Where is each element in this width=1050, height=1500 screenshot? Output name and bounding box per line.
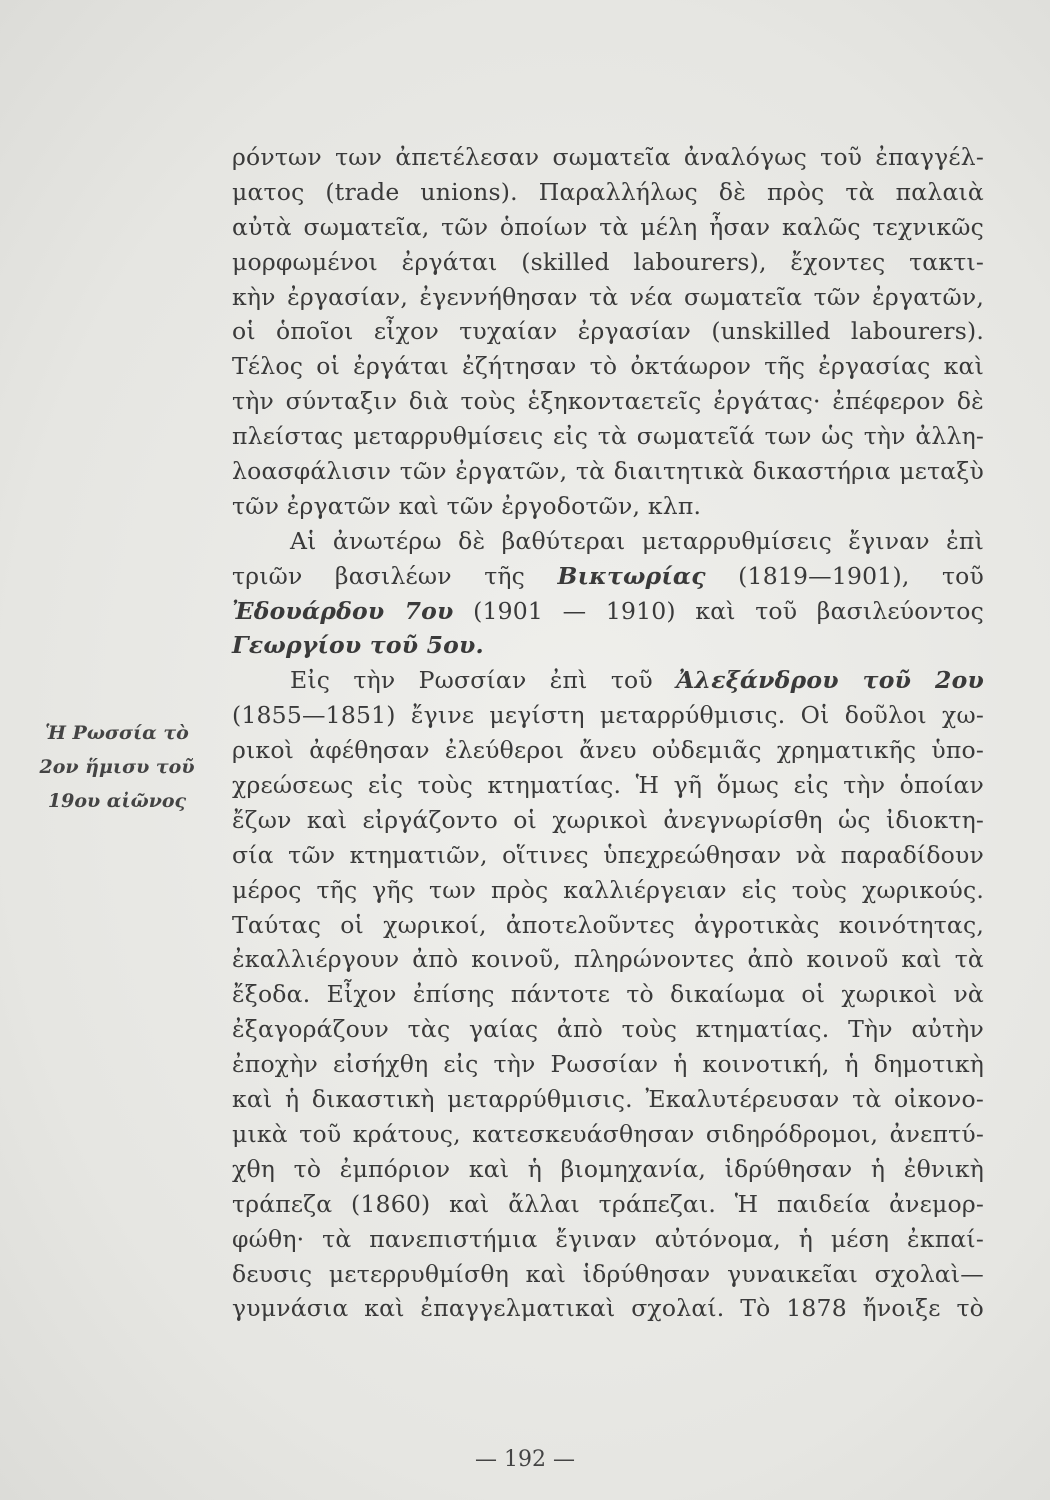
text-segment: καὶ ἡ δικαστικὴ μεταρρύθμισις. Ἐκαλυτέρευσαν τὰ οἰκονο-: [232, 1085, 984, 1114]
emphasized-name: Βικτωρίας: [557, 561, 706, 590]
text-line: [232, 140, 984, 175]
text-line: [232, 942, 984, 977]
text-line: [232, 210, 984, 245]
text-line: [232, 908, 984, 943]
text-line: [232, 1222, 984, 1257]
margin-note-line: Ἡ Ρωσσία τὸ: [45, 722, 189, 744]
text-segment: αὐτὰ σωματεῖα, τῶν ὁποίων τὰ μέλη ἦσαν καλῶς τεχνικῶς: [232, 212, 984, 241]
text-segment: σία τῶν κτηματιῶν, οἵτινες ὑπεχρεώθησαν νὰ παραδίδουν: [232, 840, 984, 869]
text-segment: πλείστας μεταρρυθμίσεις εἰς τὰ σωματεῖά των ὡς τὴν ἀλλη-: [232, 422, 984, 451]
text-segment: ἐξαγοράζουν τὰς γαίας ἀπὸ τοὺς κτηματίας. Τὴν αὐτὴν: [232, 1015, 984, 1044]
text-segment: Τέλος οἱ ἐργάται ἐζήτησαν τὸ ὀκτάωρον τῆς ἐργασίας καὶ: [232, 352, 984, 381]
text-line: [232, 1152, 984, 1187]
text-segment: φώθη· τὰ πανεπιστήμια ἔγιναν αὐτόνομα, ἡ μέση ἐκπαί-: [232, 1224, 984, 1253]
text-segment: χθη τὸ ἐμπόριον καὶ ἡ βιομηχανία, ἱδρύθησαν ἡ ἐθνικὴ: [232, 1154, 984, 1183]
text-segment: τῶν ἐργατῶν καὶ τῶν ἐργοδοτῶν, κλπ.: [232, 491, 702, 520]
text-line: [232, 1047, 984, 1082]
margin-note-line: 19ου αἰῶνος: [47, 790, 187, 812]
text-line: [232, 1082, 984, 1117]
text-segment: ἔζων καὶ εἰργάζοντο οἱ χωρικοὶ ἀνεγνωρίσθη ὡς ἰδιοκτη-: [232, 805, 984, 834]
text-line: [232, 838, 984, 873]
text-segment: λοασφάλισιν τῶν ἐργατῶν, τὰ διαιτητικὰ δικαστήρια μεταξὺ: [232, 457, 984, 486]
text-line: [232, 280, 984, 315]
page-number: — 192 —: [475, 1447, 575, 1472]
text-line: [232, 314, 984, 349]
text-line: [232, 245, 984, 280]
text-line: [232, 977, 984, 1012]
body-text: [232, 140, 984, 1326]
text-line: [232, 1117, 984, 1152]
text-segment: γυμνάσια καὶ ἐπαγγελματικαὶ σχολαί. Τὸ 1878 ἤνοιξε τὸ: [232, 1294, 984, 1323]
text-line: [232, 1291, 984, 1326]
text-segment: ματος (trade unions). Παραλλήλως δὲ πρὸς τὰ παλαιὰ: [232, 177, 984, 206]
text-segment: τράπεζα (1860) καὶ ἄλλαι τράπεζαι. Ἡ παιδεία ἀνεμορ-: [232, 1189, 984, 1218]
text-segment: Εἰς τὴν Ρωσσίαν ἐπὶ τοῦ: [290, 666, 677, 695]
text-line: [232, 663, 984, 698]
text-line: [232, 454, 984, 489]
text-line: [232, 733, 984, 768]
margin-note-line: 2ον ἥμισυ τοῦ: [39, 756, 195, 778]
text-segment: τὴν σύνταξιν διὰ τοὺς ἑξηκονταετεῖς ἐργάτας· ἐπέφερον δὲ: [232, 387, 984, 416]
text-line: [232, 1012, 984, 1047]
text-line: [232, 1187, 984, 1222]
text-segment: Ταύτας οἱ χωρικοί, ἀποτελοῦντες ἀγροτικὰς κοινότητας,: [232, 910, 984, 939]
text-line: [232, 175, 984, 210]
text-line: [232, 419, 984, 454]
text-line: [232, 803, 984, 838]
text-segment: μέρος τῆς γῆς των πρὸς καλλιέργειαν εἰς τοὺς χωρικούς.: [232, 875, 984, 904]
text-line: [232, 698, 984, 733]
text-segment: οἱ ὁποῖοι εἶχον τυχαίαν ἐργασίαν (unskilled labourers).: [232, 317, 984, 346]
text-segment: ρικοὶ ἀφέθησαν ἐλεύθεροι ἄνευ οὐδεμιᾶς χρηματικῆς ὑπο-: [232, 736, 984, 765]
emphasized-name: Ἐδουάρδου 7ου: [232, 596, 454, 625]
text-segment: χρεώσεως εἰς τοὺς κτηματίας. Ἡ γῆ ὅμως εἰς τὴν ὁποίαν: [232, 771, 984, 800]
emphasized-name: Ἀλεξάνδρου τοῦ 2ου: [676, 666, 984, 695]
text-line: [232, 559, 984, 594]
text-line: [232, 489, 984, 524]
text-segment: ἔξοδα. Εἶχον ἐπίσης πάντοτε τὸ δικαίωμα οἱ χωρικοὶ νὰ: [232, 980, 984, 1009]
text-segment: δευσις μετερρυθμίσθη καὶ ἱδρύθησαν γυναικεῖαι σχολαὶ—: [232, 1259, 984, 1288]
text-line: [232, 873, 984, 908]
text-segment: ρόντων των ἀπετέλεσαν σωματεῖα ἀναλόγως τοῦ ἐπαγγέλ-: [232, 143, 984, 171]
text-segment: τριῶν βασιλέων τῆς: [232, 561, 558, 590]
text-segment: κὴν ἐργασίαν, ἐγεννήθησαν τὰ νέα σωματεῖα τῶν ἐργατῶν,: [232, 282, 984, 311]
text-segment: ἐκαλλιέργουν ἀπὸ κοινοῦ, πληρώνοντες ἀπὸ κοινοῦ καὶ τὰ: [232, 945, 984, 974]
text-line: [232, 349, 984, 384]
text-segment: (1901 — 1910) καὶ τοῦ βασιλεύοντος: [453, 596, 984, 625]
text-line: [232, 594, 984, 629]
text-segment: μορφωμένοι ἐργάται (skilled labourers), ἔχοντες τακτι-: [232, 247, 984, 276]
text-segment: μικὰ τοῦ κράτους, κατεσκευάσθησαν σιδηρόδρομοι, ἀνεπτύ-: [232, 1119, 984, 1148]
text-line: [232, 384, 984, 419]
text-line: [232, 768, 984, 803]
text-segment: (1819—1901), τοῦ: [705, 561, 984, 590]
text-segment: ἐποχὴν εἰσήχθη εἰς τὴν Ρωσσίαν ἡ κοινοτική, ἡ δημοτικὴ: [232, 1050, 984, 1079]
text-line: [232, 1257, 984, 1292]
text-line: [232, 524, 984, 559]
emphasized-name: Γεωργίου τοῦ 5ου.: [232, 631, 484, 660]
text-segment: (1855—1851) ἔγινε μεγίστη μεταρρύθμισις. Οἱ δοῦλοι χω-: [232, 701, 984, 730]
margin-note: [12, 716, 222, 818]
text-segment: Αἱ ἀνωτέρω δὲ βαθύτεραι μεταρρυθμίσεις ἔγιναν ἐπὶ: [290, 526, 984, 555]
text-line: [232, 628, 984, 663]
